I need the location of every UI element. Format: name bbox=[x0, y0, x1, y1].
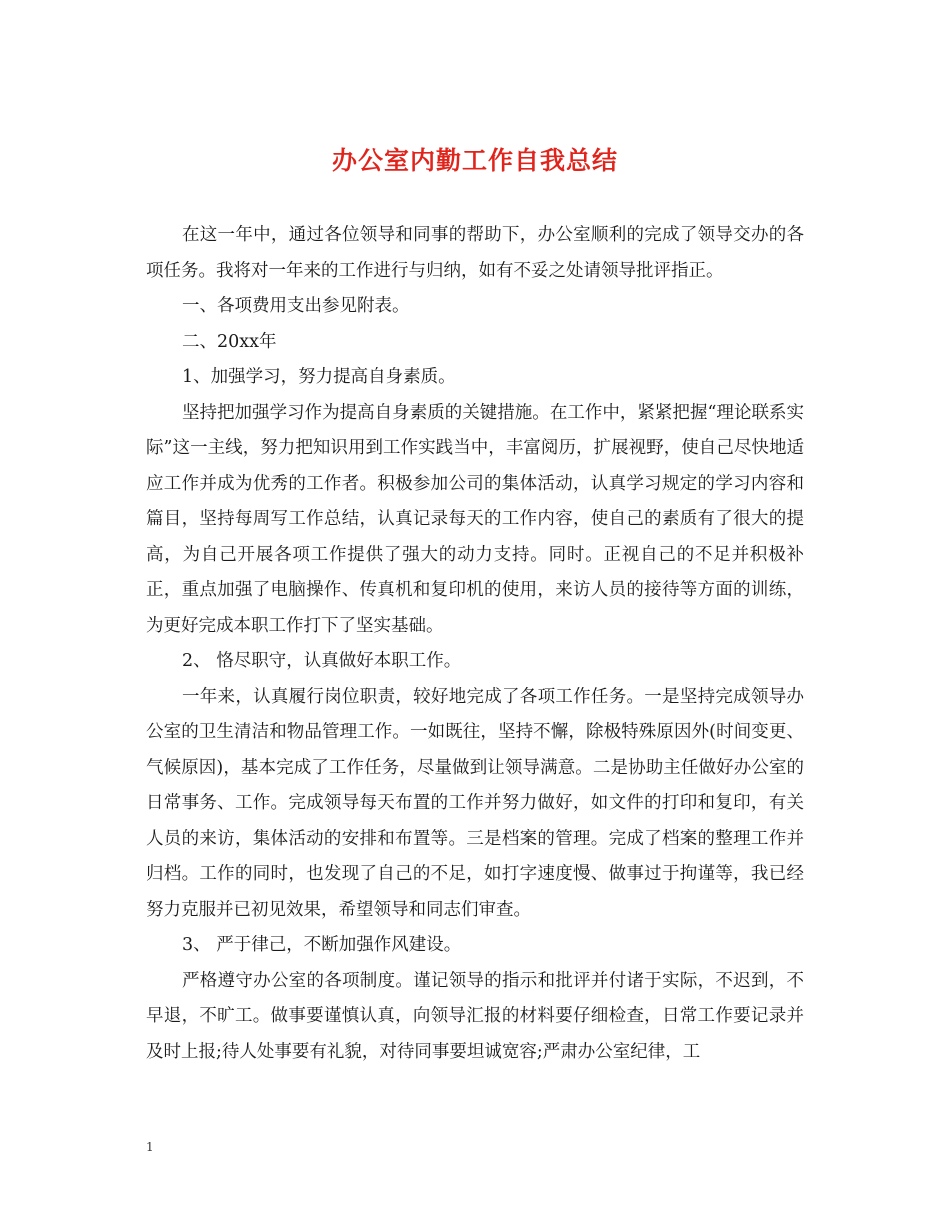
paragraph-item-3-heading: 3、 严于律己，不断加强作风建设。 bbox=[182, 935, 462, 955]
document-body bbox=[146, 218, 804, 1070]
paragraph-item-2-heading: 2、 恪尽职守，认真做好本职工作。 bbox=[182, 651, 462, 671]
paragraph-item-1-heading: 1、加强学习，努力提高自身素质。 bbox=[182, 367, 456, 387]
document-title: 办公室内勤工作自我总结 bbox=[331, 146, 618, 175]
page-number: 1 bbox=[146, 1140, 154, 1154]
paragraph-item-3-body: 严格遵守办公室的各项制度。谨记领导的指示和批评并付诸于实际，不迟到，不早退，不旷工。做事要谨慎认真，向领导汇报的材料要仔细检查，日常工作要记录并及时上报;待人处事要有礼貌，对待同事要坦诚宽容;严肃办公室纪律，工 bbox=[146, 970, 804, 1062]
paragraph-section-2-heading: 二、20xx年 bbox=[182, 331, 277, 352]
paragraph-section-1-heading: 一、各项费用支出参见附表。 bbox=[182, 296, 410, 316]
paragraph-item-1-body: 坚持把加强学习作为提高自身素质的关键措施。在工作中，紧紧把握“理论联系实际”这一主线，努力把知识用到工作实践当中，丰富阅历，扩展视野，使自己尽快地适应工作并成为优秀的工作者。积极参加公司的集体活动，认真学习规定的学习内容和篇目，坚持每周写工作总结，认真记录每天的工作内容，使自己的素质有了很大的提高，为自己开展各项工作提供了强大的动力支持。同时。正视自己的不足并积极补正，重点加强了电脑操作、传真机和复印机的使用，来访人员的接待等方面的训练，为更好完成本职工作打下了坚实基础。 bbox=[146, 402, 804, 636]
paragraph-intro: 在这一年中，通过各位领导和同事的帮助下，办公室顺利的完成了领导交办的各项任务。我将对一年来的工作进行与归纳，如有不妥之处请领导批评指正。 bbox=[146, 225, 804, 281]
paragraph-item-2-body: 一年来，认真履行岗位职责，较好地完成了各项工作任务。一是坚持完成领导办公室的卫生清洁和物品管理工作。一如既往，坚持不懈，除极特殊原因外(时间变更、气候原因)，基本完成了工作任务，尽量做到让领导满意。二是协助主任做好办公室的日常事务、工作。完成领导每天布置的工作并努力做好，如文件的打印和复印，有关人员的来访，集体活动的安排和布置等。三是档案的管理。完成了档案的整理工作并归档。工作的同时，也发现了自己的不足，如打字速度慢、做事过于拘谨等，我已经努力克服并已初见效果，希望领导和同志们审查。 bbox=[146, 686, 804, 920]
